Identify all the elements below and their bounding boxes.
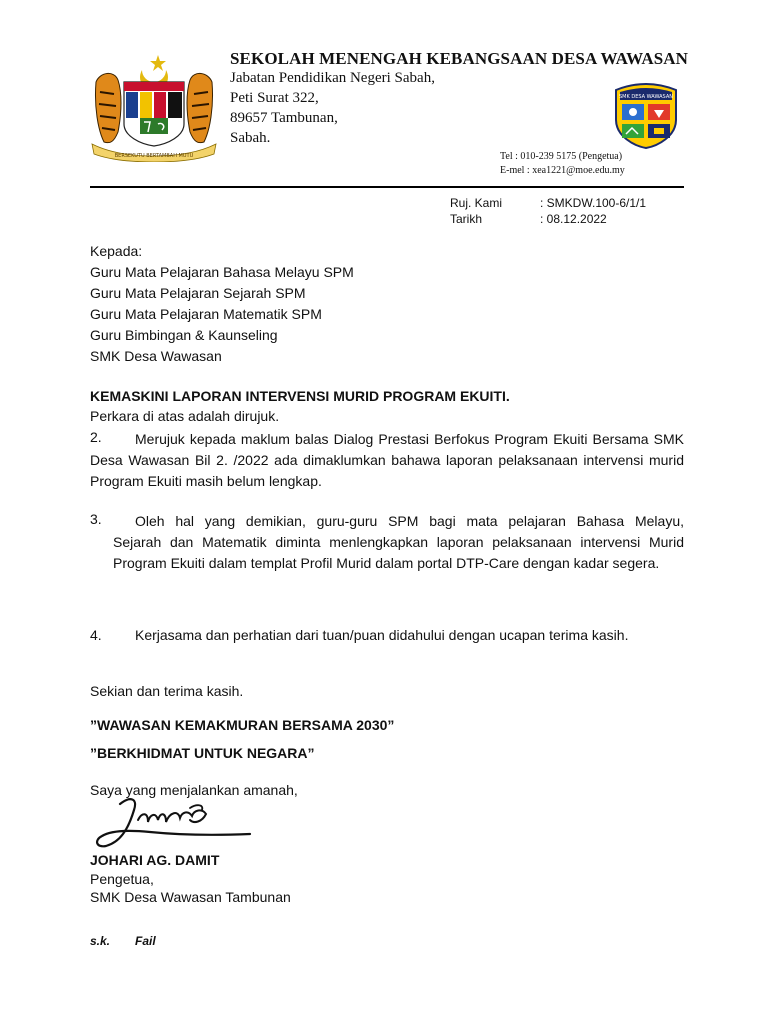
telephone: Tel : 010-239 5175 (Pengetua) <box>500 151 623 162</box>
paragraph-3-first-line: Oleh hal yang demikian, guru-guru SPM bagi mata pelajaran Bahasa Melayu, <box>135 513 684 529</box>
closing-line: Sekian dan terima kasih. <box>90 683 244 699</box>
coat-of-arms-logo <box>88 52 220 162</box>
school-crest-logo <box>612 80 680 150</box>
address-line-4: Sabah. <box>230 130 271 146</box>
letterhead-divider <box>90 186 684 188</box>
paragraph-2-number: 2. <box>90 429 102 445</box>
reference-label: Ruj. Kami <box>450 196 503 210</box>
intro-line: Perkara di atas adalah dirujuk. <box>90 408 280 424</box>
email: E-mel : xea1221@moe.edu.my <box>500 165 625 176</box>
date-label: Tarikh <box>450 212 483 226</box>
school-name: SEKOLAH MENENGAH KEBANGSAAN DESA WAWASAN <box>230 49 689 68</box>
address-line-2: Peti Surat 322, <box>230 90 319 106</box>
signatory-school: SMK Desa Wawasan Tambunan <box>90 889 291 905</box>
recipient-line: SMK Desa Wawasan <box>90 348 222 364</box>
signature <box>90 790 260 860</box>
recipient-line: Guru Mata Pelajaran Bahasa Melayu SPM <box>90 264 354 280</box>
svg-text:SMK DESA WAWASAN: SMK DESA WAWASAN <box>619 94 673 100</box>
signatory-title: Pengetua, <box>90 871 154 887</box>
recipient-line: Guru Mata Pelajaran Sejarah SPM <box>90 285 306 301</box>
address-line-3: 89657 Tambunan, <box>230 110 338 126</box>
paragraph-4: Kerjasama dan perhatian dari tuan/puan didahului dengan ucapan terima kasih. <box>135 627 629 643</box>
signatory-name: JOHARI AG. DAMIT <box>90 852 220 868</box>
recipient-line: Guru Bimbingan & Kaunseling <box>90 327 278 343</box>
paragraph-2: Merujuk kepada maklum balas Dialog Prestasi Berfokus Program Ekuiti Bersama SMK Desa Wawasan Bil 2. /2022 ada dimaklumkan bahawa laporan pelaksanaan intervensi murid Program Ekuiti masih belum lengkap. <box>90 431 684 489</box>
cc-value: Fail <box>135 934 156 948</box>
paragraph-3-number: 3. <box>90 511 102 527</box>
recipient-line: Guru Mata Pelajaran Matematik SPM <box>90 306 322 322</box>
letter-subject: KEMASKINI LAPORAN INTERVENSI MURID PROGRAM EKUITI. <box>90 388 510 404</box>
recipient-heading: Kepada: <box>90 243 143 259</box>
motto-2: ”BERKHIDMAT UNTUK NEGARA” <box>90 745 315 761</box>
paragraph-3: Sejarah dan Matematik diminta menlengkapkan laporan pelaksanaan intervensi Murid Program Ekuiti dalam templat Profil Murid dalam portal DTP-Care dengan kadar segera. <box>113 534 684 571</box>
address-line-1: Jabatan Pendidikan Negeri Sabah, <box>230 70 435 86</box>
date-value: : 08.12.2022 <box>540 212 607 226</box>
trust-line: Saya yang menjalankan amanah, <box>90 782 298 798</box>
svg-text:BERSEKUTU BERTAMBAH MUTU: BERSEKUTU BERTAMBAH MUTU <box>114 153 194 159</box>
reference-value: : SMKDW.100-6/1/1 <box>540 196 647 210</box>
paragraph-4-number: 4. <box>90 627 102 643</box>
cc-label: s.k. <box>90 934 111 948</box>
motto-1: ”WAWASAN KEMAKMURAN BERSAMA 2030” <box>90 717 395 733</box>
